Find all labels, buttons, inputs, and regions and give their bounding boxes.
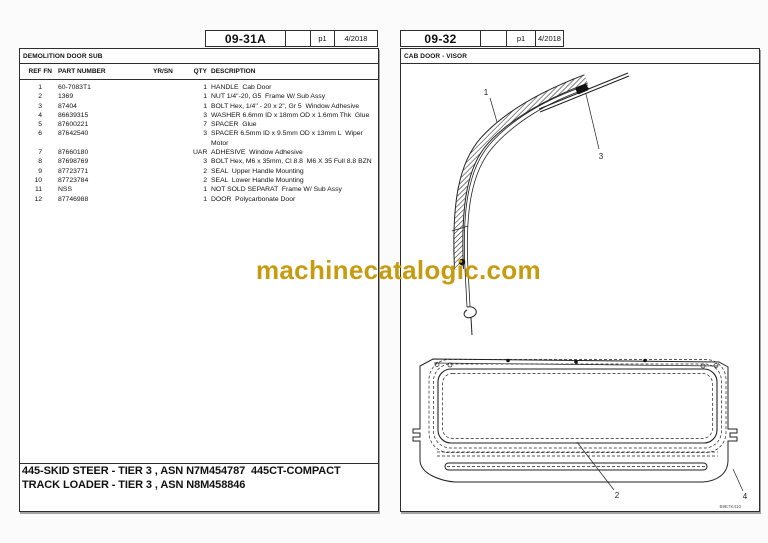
right-revision-date-box <box>535 30 564 47</box>
callout-4: 4 <box>742 492 748 501</box>
yrsn-cell <box>153 185 193 194</box>
table-row <box>20 195 378 204</box>
ref-cell: 12 <box>34 195 42 203</box>
right-page-title-text: CAB DOOR - VISOR <box>404 52 467 60</box>
callout-2: 2 <box>614 491 620 500</box>
ref-cell: 8 <box>38 158 42 166</box>
col-qty: QTY <box>193 68 207 75</box>
figure-code: B9E7K410 <box>719 504 741 509</box>
qty-cell: 1 <box>203 102 207 110</box>
desc-cell: SPACER Glue <box>211 121 257 129</box>
yrsn-cell <box>153 148 193 157</box>
col-part-number: PART NUMBER <box>58 68 106 75</box>
right-header-blank-box <box>480 30 507 47</box>
cab-door-visor-diagram <box>401 64 759 510</box>
qty-cell: 3 <box>203 111 207 119</box>
table-row <box>20 185 378 194</box>
desc-cell: BOLT Hex, 1/4" - 20 x 2", Gr 5 Window Adhesive <box>211 102 360 110</box>
desc-cell: NUT 1/4"-20, G5 Frame W/ Sub Assy <box>211 93 326 101</box>
ref-cell: 3 <box>38 102 42 110</box>
callout-4-leader <box>733 469 743 491</box>
yrsn-cell <box>153 92 193 101</box>
right-section-number-box <box>400 30 481 47</box>
col-description: DESCRIPTION <box>211 68 256 75</box>
qty-cell: 3 <box>203 158 207 166</box>
table-row <box>20 129 378 148</box>
ref-cell: 5 <box>38 121 42 129</box>
ref-cell: 4 <box>38 111 42 119</box>
parts-table-header <box>20 64 378 80</box>
ref-cell: 9 <box>38 167 42 175</box>
qty-cell: 1 <box>203 186 207 194</box>
watermark: machinecatalogic.com <box>256 255 541 285</box>
part-cell: NSS <box>58 186 72 194</box>
qty-cell: 2 <box>203 176 207 184</box>
right-revision-date: 4/2018 <box>538 34 561 43</box>
yrsn-cell <box>153 120 193 129</box>
desc-cell: SEAL Upper Handle Mounting <box>211 167 304 175</box>
desc-cell: HANDLE Cab Door <box>211 84 272 91</box>
desc-cell: SPACER 6.5mm ID x 9.5mm OD x 13mm L Wiper Motor <box>211 130 365 147</box>
part-cell: 87660180 <box>58 149 89 157</box>
ref-cell: 7 <box>38 149 42 157</box>
part-cell: 87404 <box>58 102 77 110</box>
callout-1: 1 <box>483 88 489 97</box>
part-cell: 87642540 <box>58 130 89 138</box>
qty-cell: 1 <box>203 195 207 203</box>
desc-cell: BOLT Hex, M6 x 35mm, Cl 8.8 M6 X 35 Full 8.8 BZN <box>211 158 372 166</box>
visor-stud <box>459 259 465 265</box>
left-section-number: 09-31A <box>224 31 267 46</box>
qty-cell: 3 <box>203 130 207 138</box>
part-cell: 87600221 <box>58 121 89 129</box>
part-cell: 60-7083T1 <box>58 84 91 91</box>
part-cell: 1369 <box>58 93 74 101</box>
table-row <box>20 102 378 111</box>
qty-cell: 2 <box>203 167 207 175</box>
part-cell: 86639315 <box>58 111 89 119</box>
ref-cell: 1 <box>38 84 42 91</box>
yrsn-cell <box>153 83 193 92</box>
yrsn-cell <box>153 176 193 185</box>
yrsn-cell <box>153 167 193 176</box>
parts-table-rows <box>20 80 378 204</box>
table-row <box>20 111 378 120</box>
part-cell: 87698769 <box>58 158 89 166</box>
figure-page <box>400 48 760 512</box>
visor-panel <box>413 359 737 482</box>
col-ref-fn: REF FN <box>28 68 52 75</box>
visor-seal-strip <box>452 73 629 335</box>
desc-cell: NOT SOLD SEPARAT Frame W/ Sub Assy <box>211 186 342 194</box>
desc-cell: SEAL Lower Handle Mounting <box>211 176 304 184</box>
table-row <box>20 157 378 166</box>
callout-3-leader <box>586 94 599 149</box>
qty-cell: 1 <box>203 84 207 91</box>
parts-list-page <box>19 48 379 512</box>
callout-1-leader <box>490 98 497 122</box>
left-page-number-box <box>310 30 335 47</box>
ref-cell: 6 <box>38 130 42 138</box>
table-row <box>20 148 378 157</box>
yrsn-cell <box>153 129 193 148</box>
yrsn-cell <box>153 111 193 120</box>
applicable-models-note: 445-SKID STEER - TIER 3 , ASN N7M454787 445CT-COMPACT TRACK LOADER - TIER 3 , ASN N8M458846 <box>20 463 378 511</box>
qty-cell: UAR <box>193 149 208 157</box>
right-page-number: p1 <box>516 34 526 43</box>
desc-cell: DOOR Polycarbonate Door <box>211 195 296 203</box>
ref-cell: 10 <box>34 176 42 184</box>
table-row <box>20 176 378 185</box>
left-page-title-text: DEMOLITION DOOR SUB <box>23 52 103 60</box>
part-cell: 87746988 <box>58 195 89 203</box>
left-page-title <box>20 49 378 64</box>
yrsn-cell <box>153 195 193 204</box>
desc-cell: ADHESIVE Window Adhesive <box>211 149 303 157</box>
col-yr-sn: YR/SN <box>153 68 173 75</box>
right-section-number: 09-32 <box>424 31 457 46</box>
yrsn-cell <box>153 157 193 166</box>
right-page-title <box>401 49 759 64</box>
part-cell: 87723771 <box>58 167 89 175</box>
table-row <box>20 120 378 129</box>
callout-3: 3 <box>598 152 604 161</box>
table-row <box>20 167 378 176</box>
left-header-blank-box <box>285 30 311 47</box>
right-page-number-box <box>506 30 536 47</box>
table-row <box>20 92 378 101</box>
yrsn-cell <box>153 102 193 111</box>
table-row <box>20 83 378 92</box>
left-revision-date-box <box>334 30 378 47</box>
part-cell: 87723784 <box>58 176 89 184</box>
ref-cell: 2 <box>38 93 42 101</box>
ref-cell: 11 <box>34 186 42 194</box>
qty-cell: 1 <box>203 93 207 101</box>
left-revision-date: 4/2018 <box>344 34 368 43</box>
left-page-number: p1 <box>318 34 327 43</box>
left-section-number-box <box>205 30 286 47</box>
qty-cell: 7 <box>203 121 207 129</box>
desc-cell: WASHER 6.6mm ID x 18mm OD x 1.6mm Thk Glue <box>211 111 370 119</box>
